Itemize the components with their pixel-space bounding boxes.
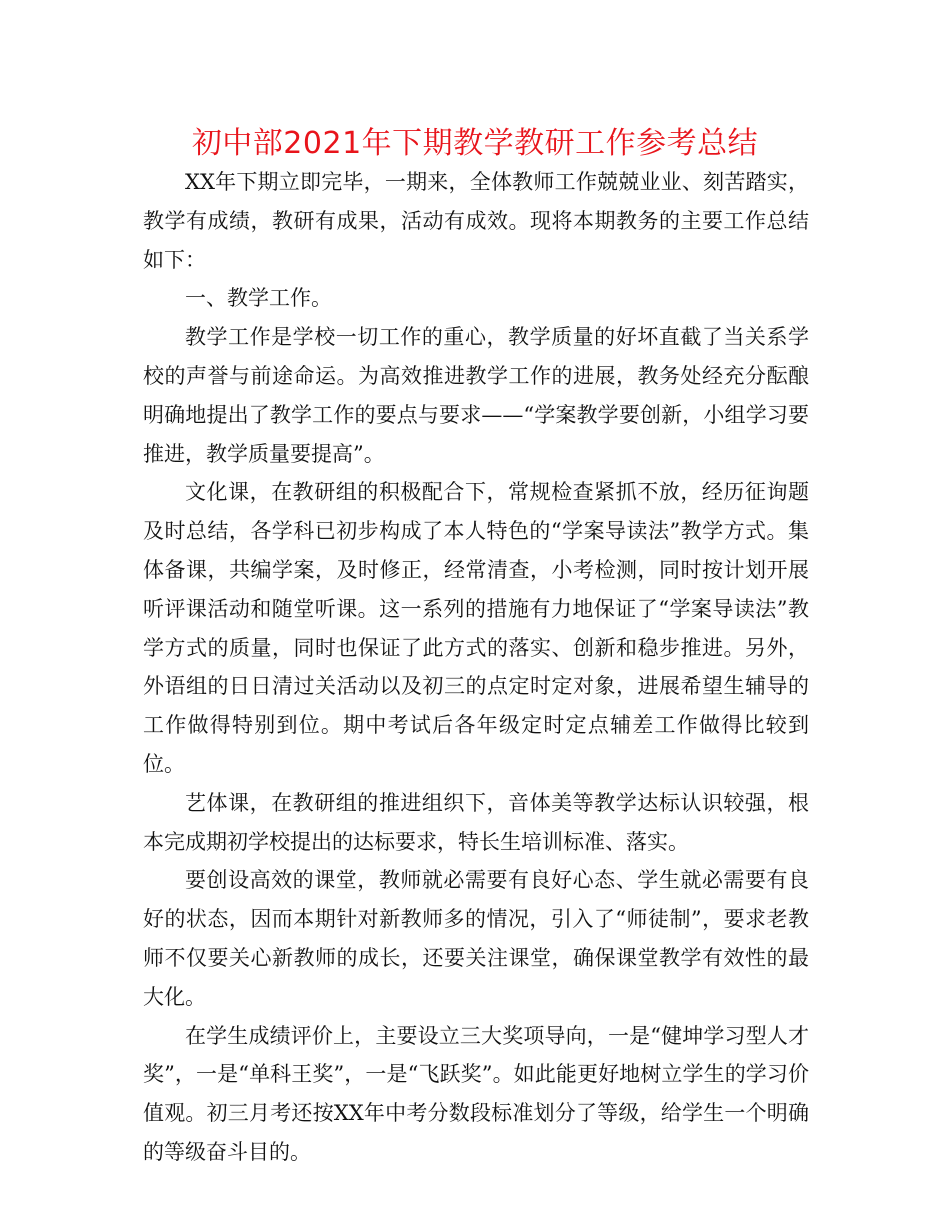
section-heading-teaching: 一、教学工作。: [185, 286, 332, 311]
paragraph-teaching-core: 教学工作是学校一切工作的重心，教学质量的好坏直截了当关系学校的声誉与前途命运。为高效推进教学工作的进展，教务处经充分酝酿明确地提出了教学工作的要点与要求——“学案教学要创新，小组学习要推进，教学质量要提高”。: [143, 325, 809, 466]
document-body: [143, 163, 809, 1172]
paragraph-culture-courses: 文化课，在教研组的积极配合下，常规检查紧抓不放，经历征询题及时总结，各学科已初步构成了本人特色的“学案导读法”教学方式。集体备课，共编学案，及时修正，经常清查，小考检测，同时按计划开展听评课活动和随堂听课。这一系列的措施有力地保证了“学案导读法”教学方式的质量，同时也保证了此方式的落实、创新和稳步推进。另外，外语组的日日清过关活动以及初三的点定时定对象，进展希望生辅导的工作做得特别到位。期中考试后各年级定时定点辅差工作做得比较到位。: [143, 480, 809, 776]
document-title: 初中部2021年下期教学教研工作参考总结: [191, 126, 759, 161]
paragraph-efficient-classroom: 要创设高效的课堂，教师就必需要有良好心态、学生就必需要有良好的状态，因而本期针对新教师多的情况，引入了“师徒制”，要求老教师不仅要关心新教师的成长，还要关注课堂，确保课堂教学有效性的最大化。: [143, 868, 809, 1009]
paragraph-evaluation: 在学生成绩评价上，主要设立三大奖项导向，一是“健坤学习型人才奖”，一是“单科王奖”，一是“飞跃奖”。如此能更好地树立学生的学习价值观。初三月考还按XX年中考分数段标准划分了等级，给学生一个明确的等级奋斗目的。: [143, 1023, 809, 1164]
paragraph-arts-sports: 艺体课，在教研组的推进组织下，音体美等教学达标认识较强，根本完成期初学校提出的达标要求，特长生培训标准、落实。: [143, 790, 809, 854]
paragraph-intro: XX年下期立即完毕，一期来，全体教师工作兢兢业业、刻苦踏实，教学有成绩，教研有成果，活动有成效。现将本期教务的主要工作总结如下：: [143, 170, 809, 272]
